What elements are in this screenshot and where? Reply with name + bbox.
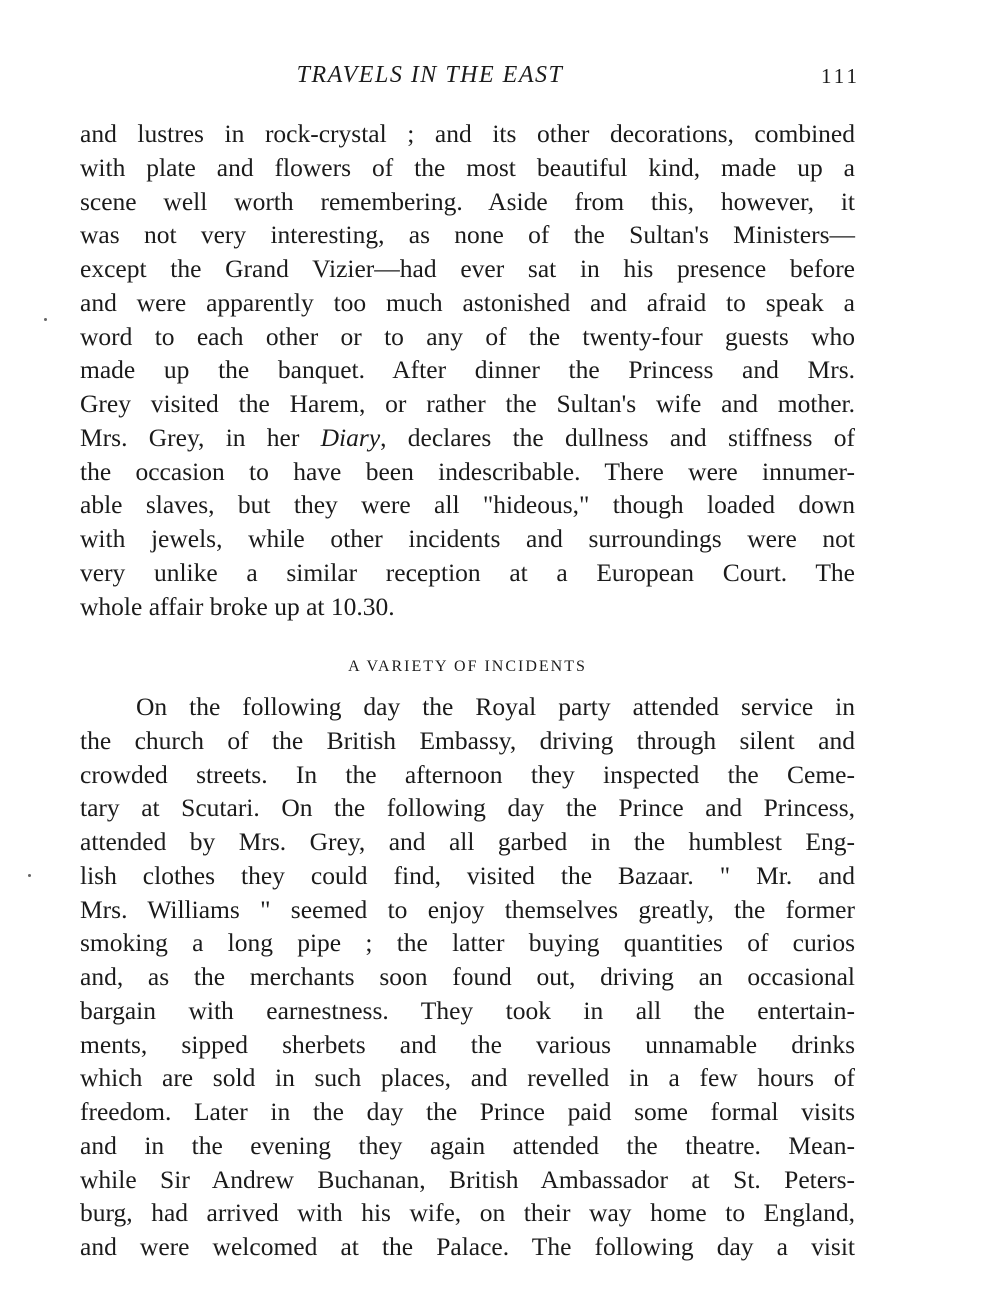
italic-word: Diary xyxy=(320,422,381,452)
text-line: ments, sipped sherbets and the various unnamable drinks xyxy=(80,1029,855,1059)
text-line: word to each other or to any of the twenty-four guests who xyxy=(80,321,855,351)
text-line: and were apparently too much astonished and afraid to speak a xyxy=(80,287,855,317)
text-line: freedom. Later in the day the Prince paid some formal visits xyxy=(80,1097,855,1126)
text-line: and in the evening they again attended the theatre. Mean- xyxy=(80,1130,855,1160)
text-line: and lustres in rock-crystal ; and its other decorations, combined xyxy=(80,119,855,148)
paragraph-2 xyxy=(80,690,855,1264)
text-line: while Sir Andrew Buchanan, British Ambassador at St. Peters- xyxy=(80,1164,855,1194)
text-line: very unlike a similar reception at a European Court. The xyxy=(80,557,855,587)
text-line: On the following day the Royal party attended service in xyxy=(136,692,855,721)
text-line: tary at Scutari. On the following day the Prince and Princess, xyxy=(80,793,855,823)
text-line: and were welcomed at the Palace. The following day a visit xyxy=(80,1232,855,1261)
text-line: bargain with earnestness. They took in all the entertain- xyxy=(80,995,855,1025)
text-line: made up the banquet. After dinner the Princess and Mrs. xyxy=(80,355,855,385)
text-line: except the Grand Vizier—had ever sat in his presence before xyxy=(80,254,855,283)
text-line: attended by Mrs. Grey, and all garbed in the humblest Eng- xyxy=(80,827,855,856)
text-line: the occasion to have been indescribable. There were innumer- xyxy=(80,456,855,486)
text-line: crowded streets. In the afternoon they inspected the Ceme- xyxy=(80,759,855,789)
text-line: scene well worth remembering. Aside from this, however, it xyxy=(80,186,855,216)
page-number: 111 xyxy=(821,64,860,88)
text-line: lish clothes they could find, visited the Bazaar. " Mr. and xyxy=(80,860,855,890)
text-line: Grey visited the Harem, or rather the Sultan's wife and mother. xyxy=(80,389,855,418)
text-line: was not very interesting, as none of the Sultan's Ministers— xyxy=(80,220,855,250)
paragraph-1 xyxy=(80,117,855,623)
text-line: smoking a long pipe ; the latter buying quantities of curios xyxy=(80,928,855,958)
text-line: Mrs. Grey, in her Diary, declares the dullness and stiffness of xyxy=(80,422,855,452)
section-heading: A VARIETY OF INCIDENTS xyxy=(348,658,587,675)
running-head xyxy=(80,62,860,96)
text-line: with jewels, while other incidents and surroundings were not xyxy=(80,524,855,553)
text-line: and, as the merchants soon found out, driving an occasional xyxy=(80,962,855,991)
margin-speck xyxy=(28,874,31,877)
text-line: the church of the British Embassy, driving through silent and xyxy=(80,725,855,755)
text-line: which are sold in such places, and revelled in a few hours of xyxy=(80,1063,855,1093)
text-line: able slaves, but they were all "hideous," though loaded down xyxy=(80,490,855,520)
running-title: TRAVELS IN THE EAST xyxy=(296,62,564,88)
text-line: Mrs. Williams " seemed to enjoy themselves greatly, the former xyxy=(80,894,855,924)
margin-speck xyxy=(44,318,47,321)
text-line: burg, had arrived with his wife, on their way home to England, xyxy=(80,1198,855,1228)
text-line: whole affair broke up at 10.30. xyxy=(80,591,395,621)
text-line: with plate and flowers of the most beautiful kind, made up a xyxy=(80,152,855,182)
